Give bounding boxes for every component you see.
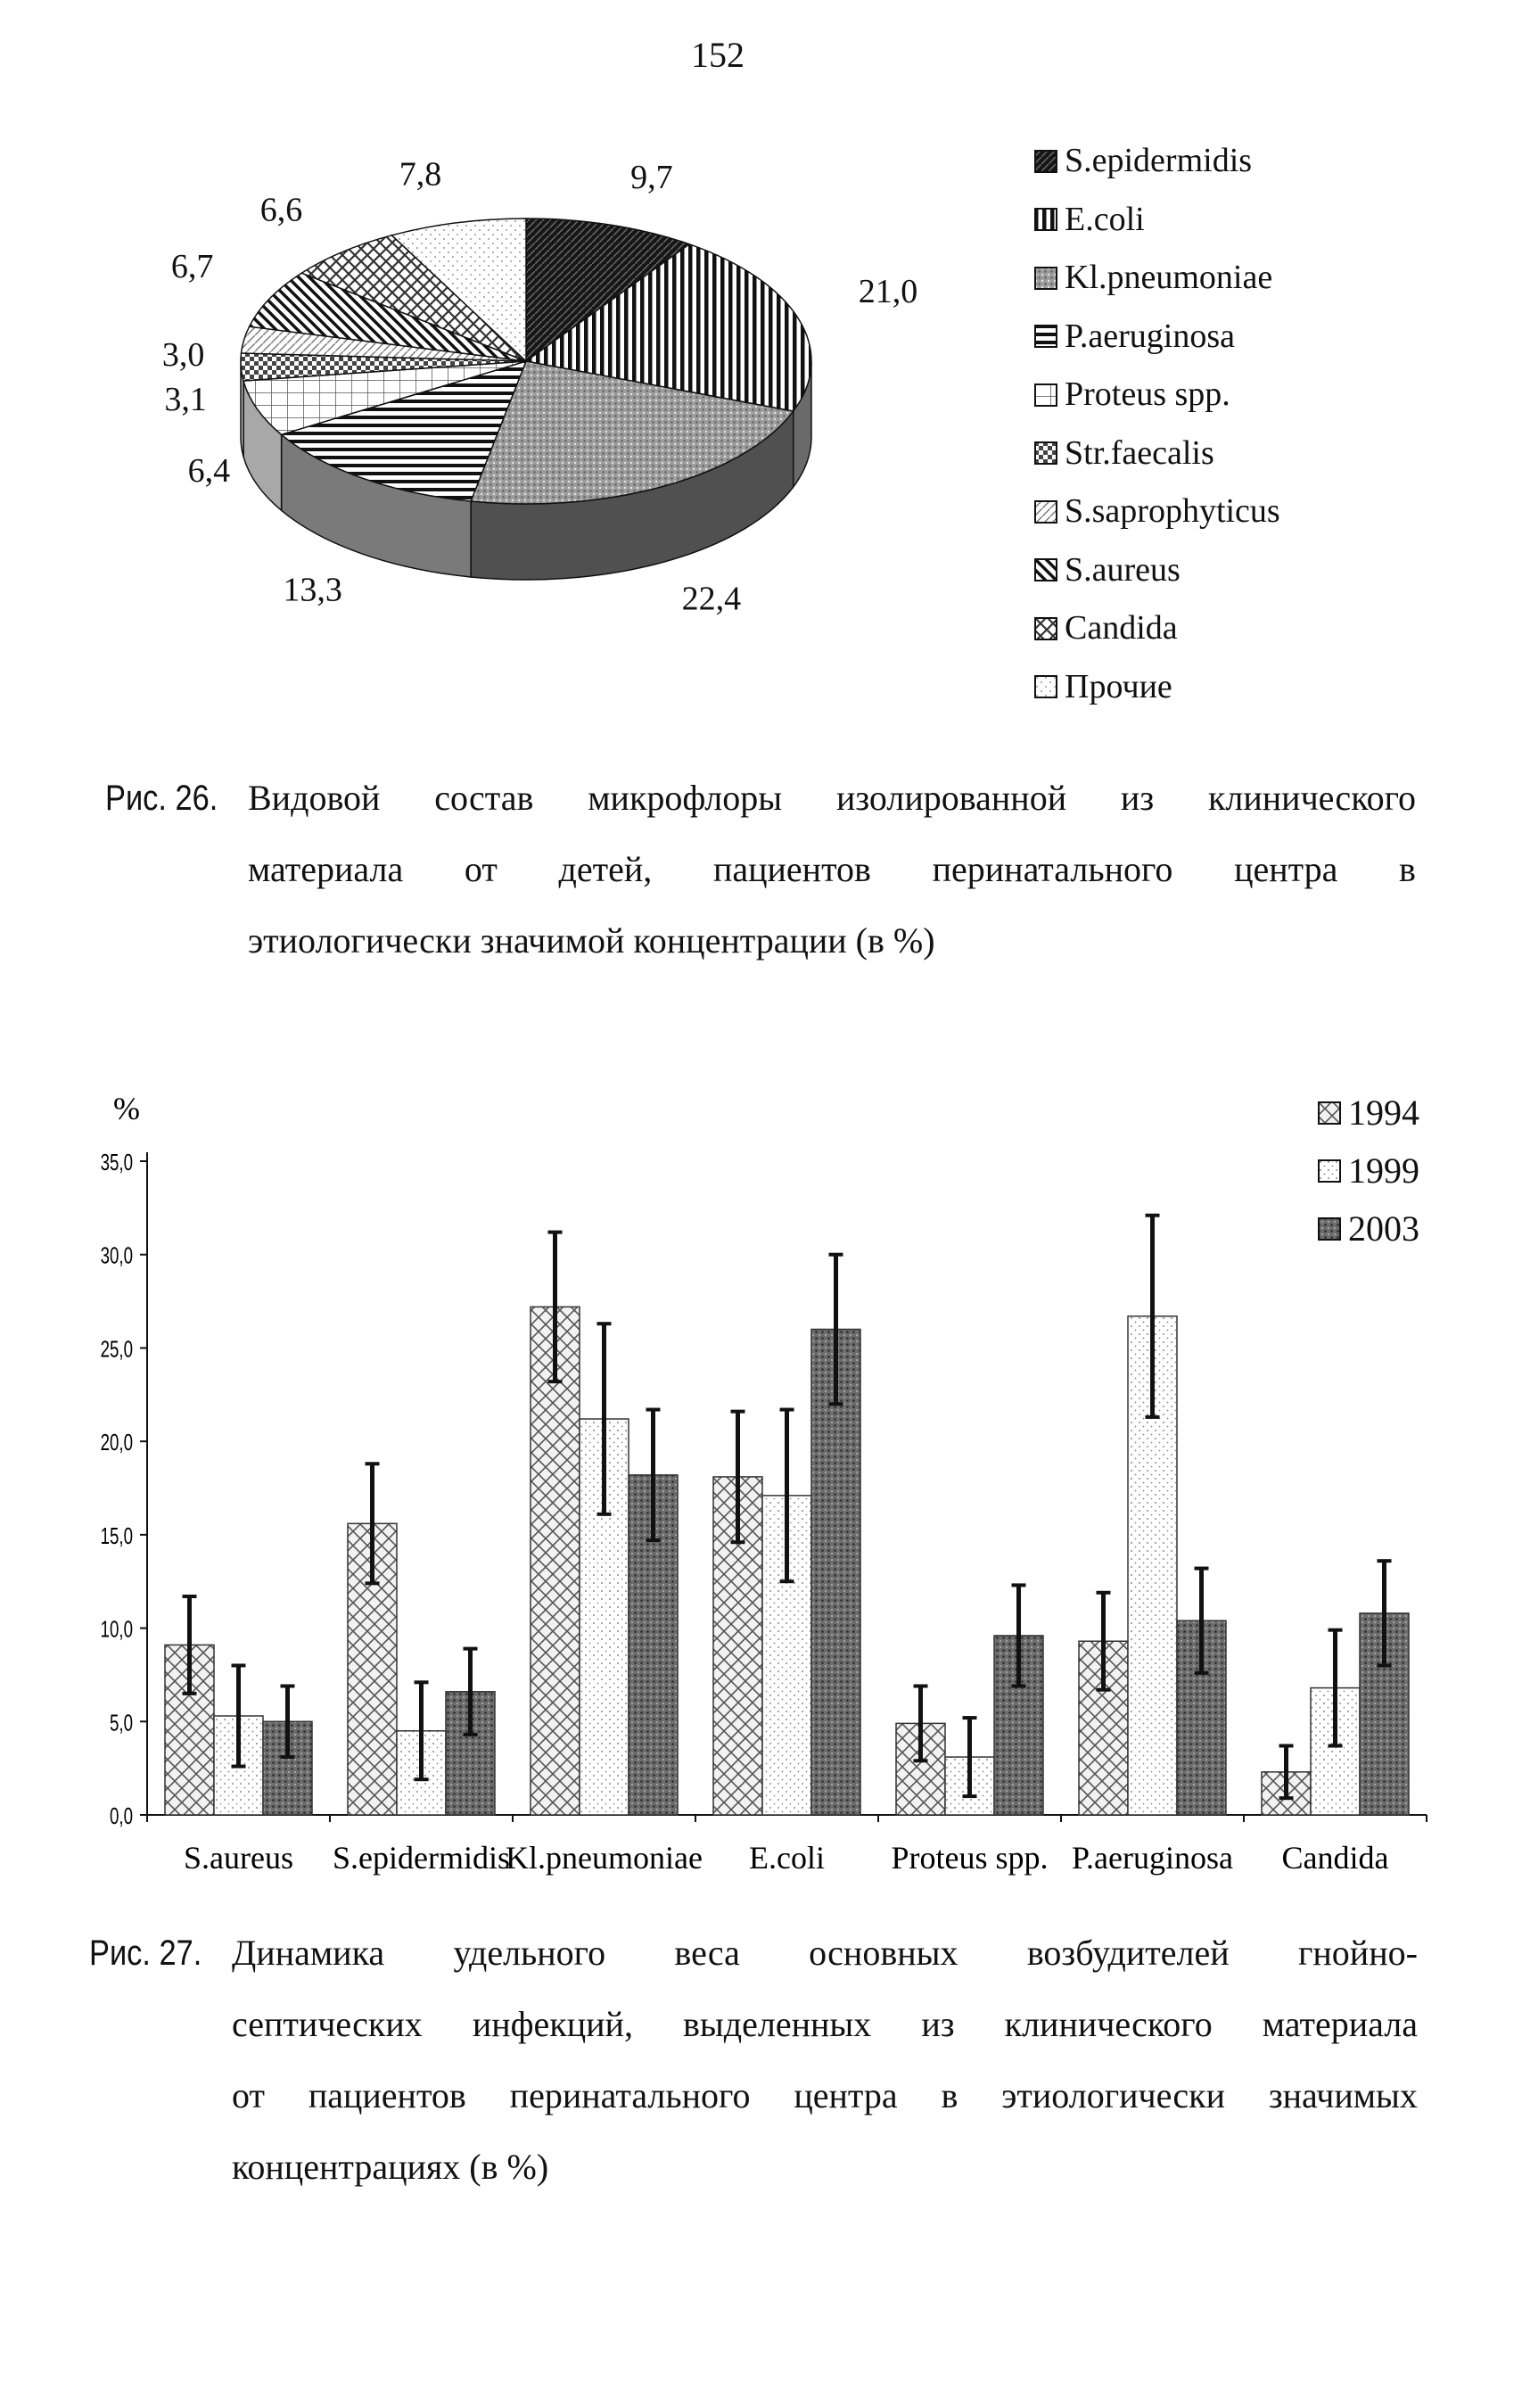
legend-label: 1999 <box>1348 1150 1419 1191</box>
y-tick-label: 15,0 <box>100 1521 133 1549</box>
caption-word: из <box>1120 778 1155 818</box>
page-number: 152 <box>691 35 745 75</box>
legend-label: Proteus spp. <box>1065 375 1230 413</box>
caption-word: возбудителей <box>1026 1933 1230 1973</box>
caption-word: от <box>232 2075 265 2115</box>
caption-word: клинического <box>1004 2004 1213 2044</box>
caption-word: этиологически значимой концентрации (в %) <box>248 920 935 961</box>
y-tick-label: 30,0 <box>100 1241 133 1269</box>
legend-item-proteus-spp <box>1034 366 1280 425</box>
caption-line <box>248 905 1416 977</box>
caption-line <box>248 763 1416 834</box>
x-category-label: P.aeruginosa <box>1072 1840 1233 1876</box>
legend-label: Str.faecalis <box>1065 433 1214 472</box>
x-category-label: Candida <box>1281 1840 1389 1876</box>
caption-word: изолированной <box>835 778 1067 818</box>
caption-word: в <box>1399 849 1416 889</box>
legend-label: S.aureus <box>1065 550 1181 589</box>
legend-item-прочие <box>1034 658 1280 717</box>
y-tick-label: 10,0 <box>100 1615 133 1643</box>
pie-value-label: 13,3 <box>283 571 342 609</box>
caption-word: состав <box>434 778 534 818</box>
caption-label: Рис. 27. <box>89 1934 202 1973</box>
caption-word: в <box>941 2075 958 2115</box>
legend-swatch <box>1318 1217 1341 1241</box>
caption-word: значимых <box>1268 2075 1418 2115</box>
x-category-label: S.epidermidis <box>333 1840 510 1876</box>
figure-26-caption <box>105 763 1416 977</box>
x-category-label: S.aureus <box>184 1840 293 1876</box>
legend-item-1999 <box>1318 1142 1419 1200</box>
caption-line <box>248 834 1416 905</box>
legend-swatch <box>1034 558 1057 581</box>
caption-line <box>232 2132 1418 2203</box>
legend-label: Kl.pneumoniae <box>1065 259 1273 296</box>
legend-item-s-epidermidis <box>1034 132 1280 191</box>
caption-word: из <box>921 2004 955 2044</box>
legend-swatch <box>1034 325 1057 348</box>
y-tick-label: 5,0 <box>109 1709 133 1736</box>
caption-word: концентрациях (в %) <box>232 2147 549 2187</box>
bar-chart <box>53 1075 1444 1904</box>
y-tick-label: 0,0 <box>109 1802 133 1829</box>
caption-word: гнойно- <box>1297 1933 1418 1973</box>
caption-word: пациентов <box>308 2075 466 2115</box>
caption-word: перинатального <box>932 849 1173 889</box>
pie-legend <box>1034 132 1280 716</box>
legend-item-s-aureus <box>1034 541 1280 600</box>
caption-word: детей, <box>558 849 653 889</box>
bar-legend <box>1318 1084 1419 1258</box>
legend-label: 2003 <box>1348 1208 1419 1249</box>
caption-word: центра <box>794 2075 898 2115</box>
legend-swatch <box>1318 1101 1341 1125</box>
caption-line <box>232 1917 1418 1989</box>
legend-label: P.aeruginosa <box>1065 317 1236 355</box>
legend-label: 1994 <box>1348 1093 1419 1133</box>
pie-value-label: 22,4 <box>681 580 742 618</box>
legend-swatch <box>1034 208 1057 231</box>
legend-label: Прочие <box>1065 667 1172 705</box>
legend-item-s-saprophyticus <box>1034 482 1280 541</box>
legend-swatch <box>1034 441 1057 465</box>
caption-word: инфекций, <box>472 2004 633 2044</box>
caption-word: этиологически <box>1001 2075 1225 2115</box>
legend-item-2003 <box>1318 1200 1419 1258</box>
caption-word: Видовой <box>248 778 381 818</box>
x-category-label: Kl.pneumoniae <box>506 1840 703 1876</box>
pie-value-label: 7,8 <box>399 155 442 194</box>
caption-word: септических <box>232 2004 423 2044</box>
pie-value-label: 3,1 <box>164 381 207 418</box>
pie-value-label: 6,7 <box>170 248 214 286</box>
legend-label: Candida <box>1065 609 1178 647</box>
legend-item-1994 <box>1318 1084 1419 1142</box>
x-category-label: E.coli <box>749 1840 825 1876</box>
y-tick-label: 35,0 <box>100 1148 133 1175</box>
pie-value-label: 6,4 <box>187 452 231 490</box>
pie-chart <box>143 143 927 624</box>
y-tick-label: 20,0 <box>100 1429 133 1456</box>
legend-label: E.coli <box>1065 200 1145 238</box>
legend-swatch <box>1034 500 1057 524</box>
caption-word: клинического <box>1207 778 1416 818</box>
legend-item-p-aeruginosa <box>1034 308 1280 367</box>
caption-word: выделенных <box>683 2004 872 2044</box>
legend-swatch <box>1034 267 1057 290</box>
caption-word: от <box>464 849 498 889</box>
legend-swatch <box>1034 617 1057 640</box>
caption-word: материала <box>1262 2004 1418 2044</box>
caption-word: удельного <box>453 1933 606 1973</box>
caption-word: микрофлоры <box>588 778 783 818</box>
caption-word: основных <box>809 1933 958 1973</box>
x-category-label: Proteus spp. <box>891 1840 1049 1876</box>
legend-item-candida <box>1034 599 1280 658</box>
caption-word: центра <box>1234 849 1338 889</box>
caption-word: веса <box>674 1933 740 1973</box>
legend-item-str-faecalis <box>1034 425 1280 483</box>
caption-label: Рис. 26. <box>105 779 218 818</box>
caption-line <box>232 2060 1418 2132</box>
caption-word: материала <box>248 849 404 889</box>
y-axis-label: % <box>113 1091 140 1126</box>
caption-word: Динамика <box>232 1933 385 1973</box>
legend-label: S.epidermidis <box>1065 142 1253 179</box>
figure-27-caption <box>89 1917 1418 2203</box>
legend-item-kl-pneumoniae <box>1034 249 1280 308</box>
caption-word: перинатального <box>509 2075 751 2115</box>
pie-value-label: 9,7 <box>630 158 673 196</box>
legend-swatch <box>1034 150 1057 173</box>
pie-value-label: 6,6 <box>259 191 303 229</box>
y-tick-label: 25,0 <box>100 1335 133 1363</box>
legend-item-e-coli <box>1034 191 1280 250</box>
legend-label: S.saprophyticus <box>1065 492 1280 530</box>
pie-value-label: 3,0 <box>161 336 205 374</box>
pie-value-label: 21,0 <box>858 273 918 311</box>
caption-line <box>232 1989 1418 2060</box>
legend-swatch <box>1034 383 1057 407</box>
caption-word: пациентов <box>712 849 871 889</box>
legend-swatch <box>1318 1159 1341 1183</box>
legend-swatch <box>1034 675 1057 698</box>
